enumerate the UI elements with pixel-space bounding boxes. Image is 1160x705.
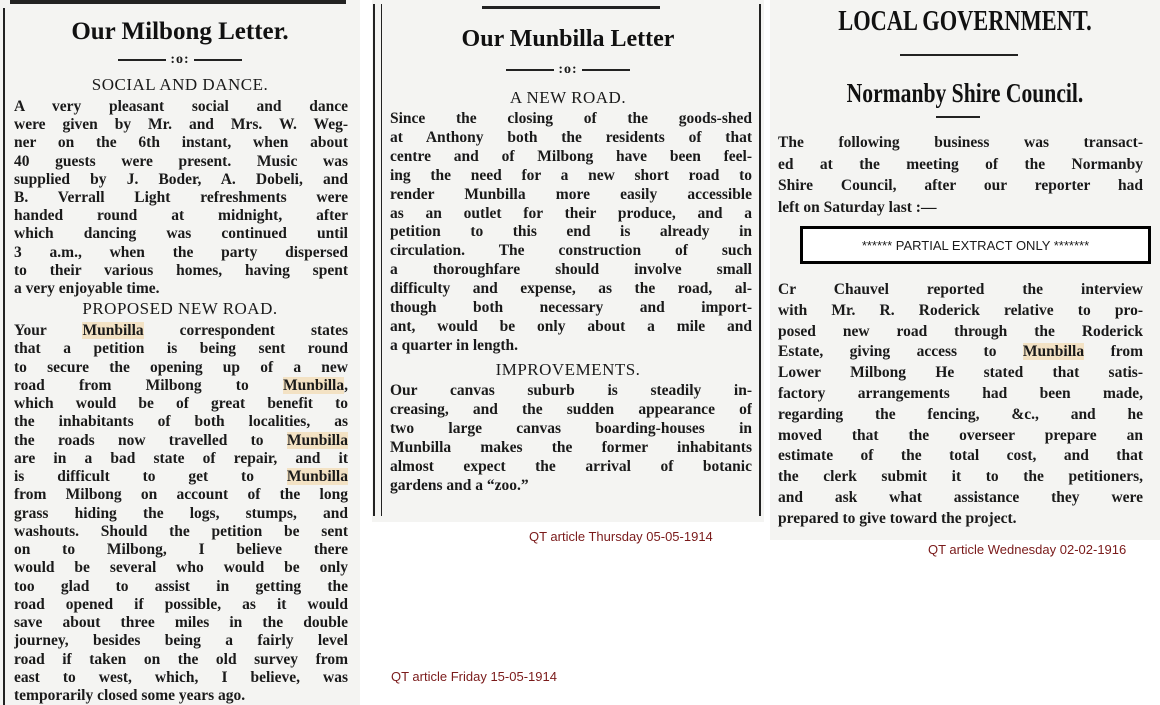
section-body-social-dance [14,98,348,298]
text-line: and ask what assistance they were [778,488,1143,506]
text-line: would be several who would be only [14,559,348,577]
text-line: almost expect the arrival of botanic [390,457,752,475]
section-heading-proposed-road: PROPOSED NEW ROAD. [82,299,278,318]
text-line: posed new road through the Roderick [778,322,1143,340]
partial-extract-notice: ****** PARTIAL EXTRACT ONLY ******* [800,226,1151,264]
text-line: petition to this end is already in [390,223,752,241]
text-line: creasing, and the sudden appearance of [390,400,752,418]
text-line: left on Saturday last :— [778,199,937,217]
text-line: B. Verrall Light refreshments were [14,189,348,207]
text-line: the clerk submit it to the petitioners, [778,468,1143,486]
text-line: ing the need for a new short road to [390,166,752,184]
highlighted-term: Munbilla [1022,343,1085,361]
ornament-divider: :o: [372,62,764,78]
text-line: Shire Council, after our reporter had [778,177,1143,195]
caption-wednesday: QT article Wednesday 02-02-1916 [928,542,1127,557]
caption-friday: QT article Friday 15-05-1914 [391,669,557,684]
text-line: road if taken on the old survey from [14,650,348,668]
text-line: are in a bad state of repair, and it [14,449,348,467]
text-line: save about three miles in the double [14,614,348,631]
clipping-munbilla-letter [372,0,764,522]
text-line: the inhabitants of both localities, as [14,413,348,431]
text-line: which dancing was continued until [14,225,348,243]
text-line: Your Munbilla correspondent states [14,322,348,339]
text-line: 3 a.m., when the party dispersed [14,243,348,261]
text-line: gardens and a “zoo.” [390,476,529,494]
text-line: Since the closing of the goods-shed [390,110,752,127]
text-line: from Milbong on account of the long [14,486,348,504]
article-subtitle: Normanby Shire Council. [846,78,1084,108]
text-line: Our canvas suburb is steadily in- [390,382,752,399]
text-line: the roads now travelled to Munbilla [14,431,348,449]
text-line: A very pleasant social and dance [14,98,348,115]
text-line: with Mr. R. Roderick relative to pro- [778,301,1143,319]
ornament-rule [900,54,1018,56]
text-line: journey, besides being a fairly level [14,632,348,650]
text-line: two large canvas boarding-houses in [390,419,752,437]
text-line: at Anthony both the residents of that [390,128,752,146]
text-line: The following business was transact- [778,134,1143,151]
text-line: difficulty and expense, as the road, al- [390,280,752,298]
text-line: which would be of great benefit to [14,395,348,412]
text-line: circulation. The construction of such [390,242,752,260]
ornament-divider: :o: [0,52,360,68]
text-line: a very enjoyable time. [14,280,160,298]
text-line: though both necessary and import- [390,299,752,317]
clipping-milbong-letter [0,0,360,705]
highlighted-term: Munbilla [286,468,348,485]
article-title: LOCAL GOVERNMENT. [838,6,1092,37]
text-line: ant, would be only about a mile and [390,317,752,335]
section-body-improvements [390,382,752,495]
left-border [3,8,5,705]
text-line: to secure the opening up of a new [14,358,348,376]
text-line: Lower Milbong He stated that satis- [778,364,1143,382]
caption-thursday: QT article Thursday 05-05-1914 [529,529,713,544]
text-line: a thoroughfare should involve small [390,261,752,279]
text-line: to their various homes, having spent [14,261,348,279]
text-line: ner on the 6th instant, when about [14,134,348,152]
left-border-inner [381,4,382,516]
right-border [759,4,761,516]
article-title: Our Milbong Letter. [71,18,289,45]
top-rule [482,6,660,9]
left-border [373,4,375,516]
section-heading-new-road: A NEW ROAD. [509,88,627,107]
text-line: grass hiding the logs, stumps, and [14,504,348,522]
intro-paragraph [778,132,1143,219]
text-line: 40 guests were present. Music was [14,152,348,170]
text-line: road opened if possible, as it would [14,595,348,613]
section-body-new-road [390,110,752,356]
text-line: centre and of Milbong have been feel- [390,147,752,165]
text-line: handed round at midnight, after [14,207,348,225]
text-line: regarding the fencing, &c., and he [778,405,1143,423]
body-paragraph [778,280,1143,530]
text-line: estimate of the total cost, and that [778,447,1143,465]
text-line: too glad to assist in getting the [14,577,348,595]
text-line: supplied by J. Boder, A. Dobeli, and [14,170,348,188]
text-line: is difficult to get to Munbilla [14,468,348,485]
text-line: Cr Chauvel reported the interview [778,281,1143,298]
section-heading-social-dance: SOCIAL AND DANCE. [91,75,269,94]
section-heading-improvements: IMPROVEMENTS. [495,360,641,379]
text-line: Estate, giving access to Munbilla from [778,343,1143,361]
highlighted-term: Munbilla [82,322,144,339]
article-title: Our Munbilla Letter [461,26,675,52]
text-line: factory arrangements had been made, [778,384,1143,402]
text-line: as an outlet for their produce, and a [390,204,752,222]
text-line: prepared to give toward the project. [778,509,1017,527]
text-line: a quarter in length. [390,336,519,354]
text-line: moved that the overseer prepare an [778,426,1143,444]
text-line: on to Milbong, I believe there [14,541,348,558]
text-line: that a petition is being sent round [14,340,348,358]
text-line: ed at the meeting of the Normanby [778,155,1143,173]
top-rule [10,0,346,4]
text-line: east to west, which, I believe, was [14,668,348,686]
text-line: render Munbilla more easily accessible [390,185,752,203]
text-line: Munbilla makes the former inhabitants [390,438,752,456]
clipping-local-government [770,0,1160,540]
text-line: road from Milbong to Munbilla, [14,376,348,394]
highlighted-term: Munbilla [286,431,348,449]
text-line: were given by Mr. and Mrs. W. Weg- [14,116,348,134]
text-line: washouts. Should the petition be sent [14,522,348,540]
short-rule [936,116,980,118]
text-line: temporarily closed some years ago. [14,687,246,704]
section-body-proposed-road [14,322,348,705]
highlighted-term: Munbilla [282,376,345,394]
